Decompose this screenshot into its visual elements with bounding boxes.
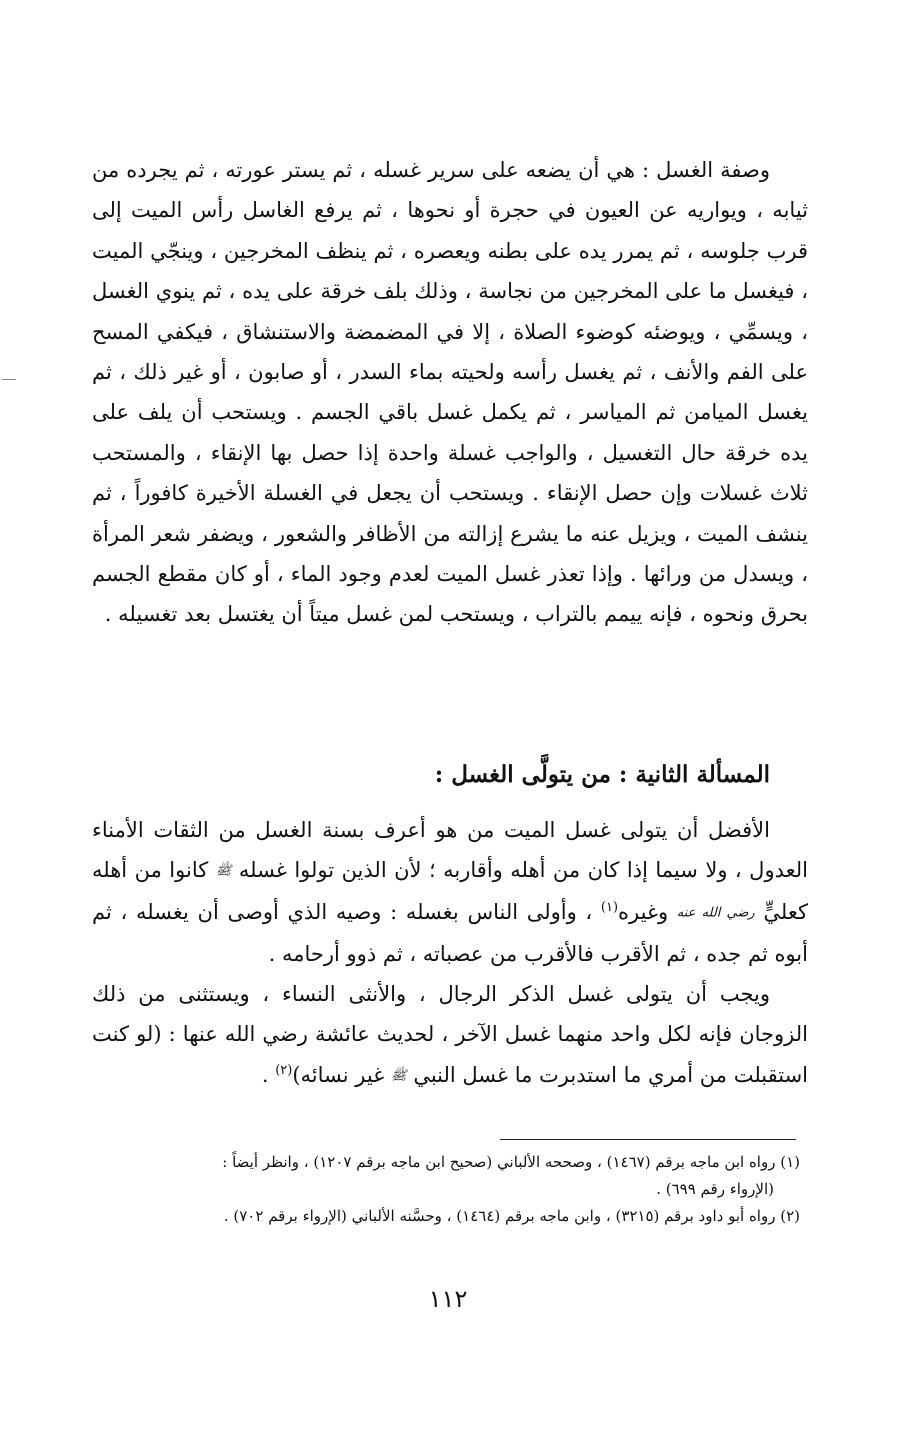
salutation-mark: ﷺ <box>390 1068 407 1084</box>
footnote-separator <box>500 1139 796 1140</box>
paragraph-3-text <box>92 974 808 1097</box>
paragraph-2-part-3: وغيره <box>618 900 669 925</box>
page-number: ١١٢ <box>428 1285 468 1313</box>
body-paragraph-3 <box>92 974 808 1097</box>
paragraph-2-text <box>92 810 808 974</box>
paragraph-2-part-4: ، وأولى الناس بغسله : وصيه الذي أوصى أن يغسله ، ثم أبوه ثم جده ، ثم الأقرب فالأقرب من عصباته ، ثم ذوو أرحامه . <box>92 900 808 966</box>
body-paragraph-2 <box>92 810 808 974</box>
salutation-mark: ﷺ <box>215 863 232 879</box>
honorific-mark: رضي الله عنه <box>676 905 755 921</box>
paragraph-3-part-1: ويجب أن يتولى غسل الذكر الرجال ، والأنثى النساء ، ويستثنى من ذلك الزوجان فإنه لكل واحد منهما غسل الآخر ، لحديث عائشة رضي الله عنها : (لو كنت استقبلت من أمري ما استدبرت ما غسل النبي <box>92 982 808 1087</box>
footnote-1-line-2: (الإرواء رقم ٦٩٩) . <box>656 1180 774 1198</box>
footnote-ref-1[interactable]: (١) <box>600 900 619 916</box>
section-heading: المسألة الثانية : من يتولَّى الغسل : <box>434 761 770 788</box>
paragraph-2-part-2: كانوا من أهله كعليٍّ <box>92 858 808 925</box>
footnote-1-line-1: (١) رواه ابن ماجه برقم (١٤٦٧) ، وصححه الألباني (صحيح ابن ماجه برقم ١٢٠٧) ، وانظر أيضاً : <box>222 1153 800 1171</box>
paragraph-3-part-2: غير نسائه) <box>292 1062 385 1087</box>
margin-mark <box>2 379 16 380</box>
footnote-ref-2[interactable]: (٢) <box>275 1062 293 1078</box>
footnotes <box>92 1149 800 1230</box>
body-paragraph-1 <box>92 150 808 635</box>
paragraph-1-text: وصفة الغسل : هي أن يضعه على سرير غسله ، ثم يستر عورته ، ثم يجرده من ثيابه ، ويواريه عن العيون في حجرة أو نحوها ، ثم يرفع الغاسل رأس الميت إلى قرب جلوسه ، ثم يمرر يده على بطنه ويعصره ، ثم ينظف المخرجين ، وينجّي الميت ، فيغسل ما على المخرجين من نجاسة ، وذلك بلف خرقة على يده ، ثم ينوي الغسل ، ويسمِّي ، ويوضئه كوضوء الصلاة ، إلا في المضمضة والاستنشاق ، فيكفي المسح على الفم والأنف ، ثم يغسل رأسه ولحيته بماء السدر ، أو صابون ، أو غير ذلك ، ثم يغسل الميامن ثم المياسر ، ثم يكمل غسل باقي الجسم . ويستحب أن يلف على يده خرقة حال التغسيل ، والواجب غسلة واحدة إذا حصل بها الإنقاء ، والمستحب ثلاث غسلات وإن حصل الإنقاء . ويستحب أن يجعل في الغسلة الأخيرة كافوراً ، ثم ينشف الميت ، ويزيل عنه ما يشرع إزالته من الأظافر والشعور ، ويضفر شعر المرأة ، ويسدل من ورائها . وإذا تعذر غسل الميت لعدم وجود الماء ، أو كان مقطع الجسم بحرق ونحوه ، فإنه ييمم بالتراب ، ويستحب لمن غسل ميتاً أن يغتسل بعد تغسيله . <box>92 158 808 627</box>
footnote-2: (٢) رواه أبو داود برقم (٣٢١٥) ، وابن ماجه برقم (١٤٦٤) ، وحسَّنه الألباني (الإرواء برقم ٧٠٢) . <box>223 1207 800 1225</box>
paragraph-3-part-3: . <box>261 1062 269 1087</box>
paragraph-2-part-1: الأفضل أن يتولى غسل الميت من هو أعرف بسنة الغسل من الثقات الأمناء العدول ، ولا سيما إذا كان من أهله وأقاربه ؛ لأن الذين تولوا غسله <box>92 818 808 883</box>
